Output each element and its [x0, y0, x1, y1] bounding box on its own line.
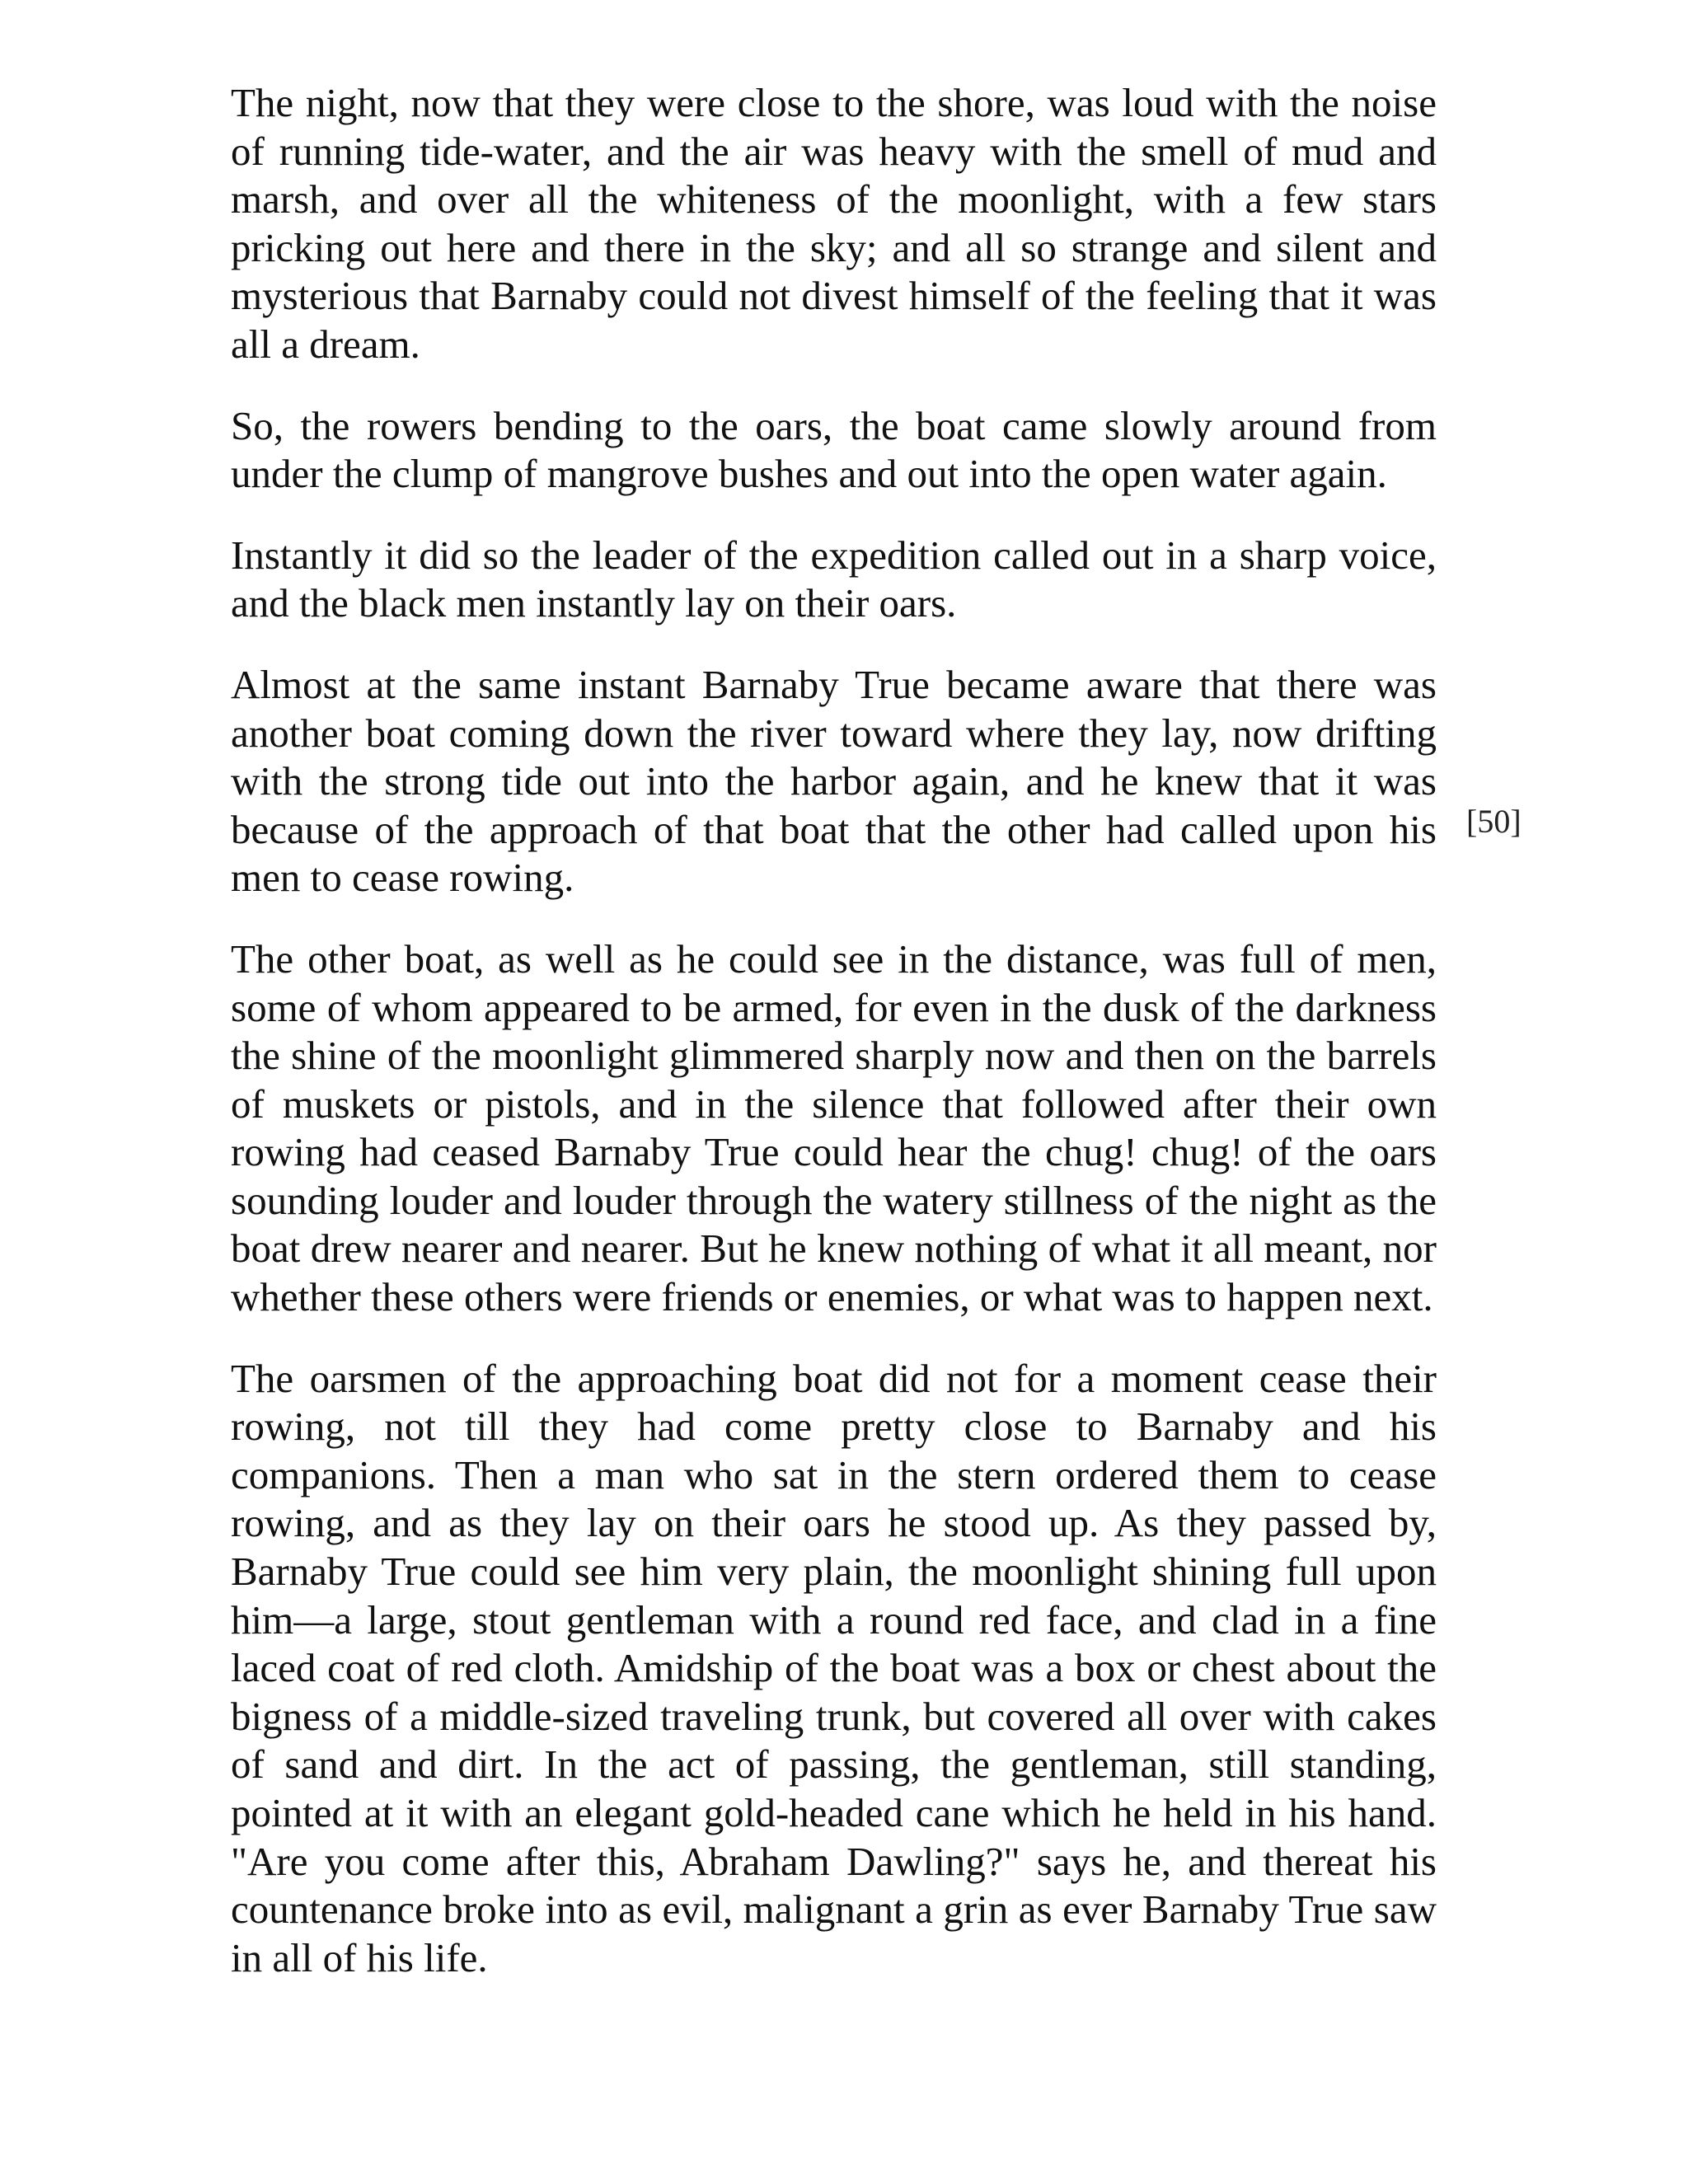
paragraph-4: Almost at the same instant Barnaby True became aware that there was another boat coming down the river toward where they lay, now drifting with the strong tide out into the harbor again, and he knew that it was because of the approach of that boat that the other had called upon his men to cease rowing.	[231, 661, 1437, 901]
paragraph-6: The oarsmen of the approaching boat did not for a moment cease their rowing, not till they had come pretty close to Barnaby and his companions. Then a man who sat in the stern ordered them to cease rowing, and as they lay on their oars he stood up. As they passed by, Barnaby True could see him very plain, the moonlight shining full upon him—a large, stout gentleman with a round red face, and clad in a fine laced coat of red cloth. Amidship of the boat was a box or chest about the bigness of a middle-sized traveling trunk, but covered all over with cakes of sand and dirt. In the act of passing, the gentleman, still standing, pointed at it with an elegant gold-headed cane which he held in his hand. "Are you come after this, Abraham Dawling?" says he, and thereat his countenance broke into as evil, malignant a grin as ever Barnaby True saw in all of his life.	[231, 1355, 1437, 1980]
paragraph-2: So, the rowers bending to the oars, the boat came slowly around from under the clump of mangrove bushes and out into the open water again.	[231, 402, 1437, 497]
paragraph-3: Instantly it did so the leader of the expedition called out in a sharp voice, and the black men instantly lay on their oars.	[231, 532, 1437, 626]
paragraph-5: The other boat, as well as he could see in the distance, was full of men, some of whom appeared to be armed, for even in the dusk of the darkness the shine of the moonlight glimmered sharply now and then on the barrels of muskets or pistols, and in the silence that followed after their own rowing had ceased Barnaby True could hear the chug! chug! of the oars sounding louder and louder through the watery stillness of the night as the boat drew nearer and nearer. But he knew nothing of what it all meant, nor whether these others were friends or enemies, or what was to happen next.	[231, 935, 1437, 1320]
book-page	[231, 79, 1437, 2015]
paragraph-1: The night, now that they were close to the shore, was loud with the noise of running tide-water, and the air was heavy with the smell of mud and marsh, and over all the whiteness of the moonlight, with a few stars pricking out here and there in the sky; and all so strange and silent and mysterious that Barnaby could not divest himself of the feeling that it was all a dream.	[231, 80, 1437, 367]
page-number: [50]	[1466, 803, 1522, 840]
